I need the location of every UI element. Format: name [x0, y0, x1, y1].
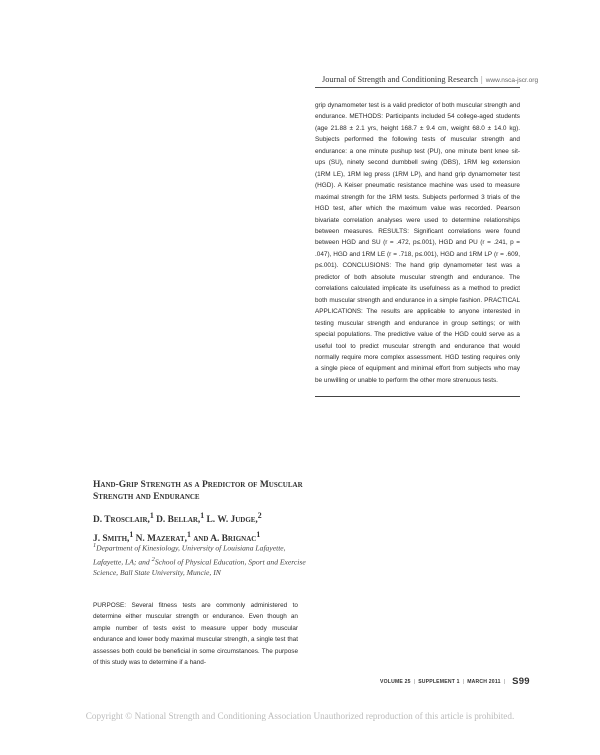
- author: L. W. Judge,: [206, 515, 258, 526]
- footer-separator: |: [462, 679, 465, 685]
- footer-date: MARCH 2011: [467, 679, 501, 685]
- header-separator: |: [481, 75, 483, 84]
- author: D. Bellar,: [156, 515, 201, 526]
- author: N. Mazerat,: [135, 533, 187, 544]
- page-footer: [380, 676, 530, 687]
- affiliation-mark: 2: [151, 555, 155, 563]
- author-affiliation-mark: 1: [200, 511, 205, 520]
- footer-volume: VOLUME 25: [380, 679, 411, 685]
- copyright-notice: Copyright © National Strength and Conditioning Association Unauthorized reproduction of this article is prohibited.: [85, 711, 515, 721]
- journal-name: Journal of Strength and Conditioning Research: [322, 75, 479, 84]
- article-title: Hand-Grip Strength as a Predictor of Muscular Strength and Endurance: [93, 480, 303, 502]
- affiliation: Department of Kinesiology, University of Louisiana Lafayette, Lafayette, LA; and: [93, 543, 286, 567]
- author-affiliation-mark: 1: [256, 529, 261, 539]
- footer-separator: |: [503, 679, 506, 685]
- footer-supplement: SUPPLEMENT 1: [418, 679, 460, 685]
- abstract-continuation: [315, 100, 520, 386]
- author: and A. Brignac: [193, 533, 257, 544]
- page-number: S99: [512, 676, 530, 687]
- author-affiliation-mark: 1: [129, 529, 134, 539]
- abstract-start: [93, 600, 298, 669]
- abstract-left-text: PURPOSE: Several fitness tests are commonly administered to determine either muscular strength or endurance. Even though an ample number of tests exist to measure upper body muscular endurance and lower body maximal muscular strength, a single test that assesses both could be beneficial in some circumstances. The purpose of this study was to determine if a hand-: [93, 602, 298, 667]
- journal-url: www.nsca-jscr.org: [485, 77, 539, 84]
- author-affiliation-mark: 2: [257, 511, 262, 520]
- affiliation: School of Physical Education, Sport and Exercise Science, Ball State University, Muncie, IN: [93, 557, 306, 578]
- header-rule: [315, 87, 520, 88]
- journal-header: [322, 75, 539, 84]
- author-affiliation-mark: 1: [149, 511, 154, 520]
- abstract-right-text: grip dynamometer test is a valid predictor of both muscular strength and endurance. METHODS: Participants included 54 college-aged students (age 21.88 ± 2.1 yrs, height 168.7 ± 9.4 cm, weight 68.0 ± 14.0 kg). Subjects performed the following tests of muscular strength and endurance: a one minute pushup test (PU), one minute bent knee sit-ups (SU), ninety second dumbbell swing (DBS), 1RM leg extension (1RM LE), 1RM leg press (1RM LP), and hand grip dynamometer test (HGD). A Keiser pneumatic resistance machine was used to measure maximal strength for the 1RM tests. Subjects performed 3 trials of the HGD test, after which the maximum value was recorded. Pearson bivariate correlation analyses were used to determine relationships between measures. RESULTS: Significant correlations were found between HGD and SU (r = .472, p≤.001), HGD and PU (r = .241, p = .047), HGD and 1RM LE (r = .718, p≤.001), HGD and 1RM LP (r = .609, p≤.001). CONCLUSIONS: The hand grip dynamometer test was a predictor of both absolute muscular strength and endurance. The correlations calculated implicate its usefulness as a method to predict both muscular strength and endurance in a simple fashion. PRACTICAL APPLICATIONS: The results are applicable to anyone interested in testing muscular strength and endurance in group settings; or with special populations. The predictive value of the HGD could serve as a useful tool to predict muscular strength and endurance that would normally require more complex assessment. HGD testing requires only a single piece of equipment and minimal effort from subjects who may be unwilling or unable to perform the other more strenuous tests.: [315, 102, 520, 384]
- affiliation-mark: 1: [93, 542, 97, 549]
- footer-separator: |: [413, 679, 416, 685]
- abstract-end-rule: [315, 396, 520, 397]
- affiliations: [93, 540, 308, 579]
- author-affiliation-mark: 1: [186, 529, 191, 539]
- author: D. Trosclair,: [93, 515, 150, 526]
- author: J. Smith,: [93, 533, 130, 544]
